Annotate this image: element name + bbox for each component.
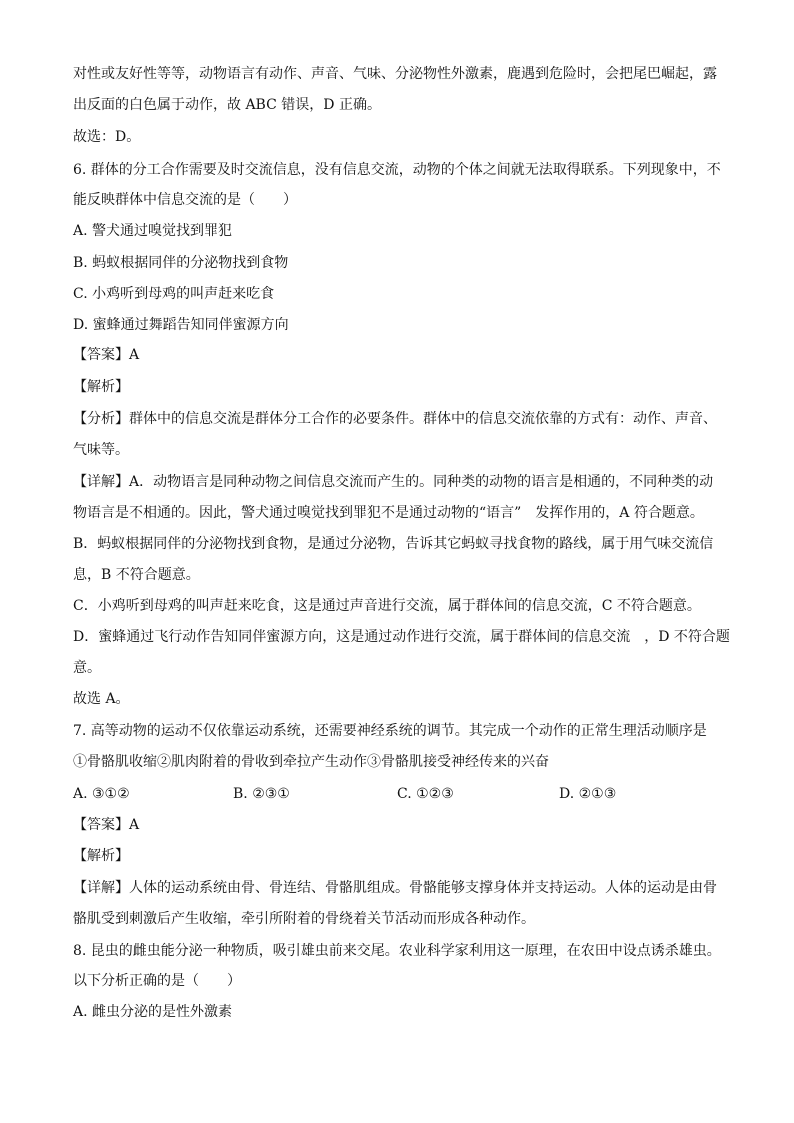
detail-text: 骼肌受到刺激后产生收缩，牵引所附着的骨绕着关节活动而形成各种动作。	[73, 911, 535, 927]
detail-text: C．小鸡听到母鸡的叫声赶来吃食，这是通过声音进行交流，属于群体间的信息交流，C 不符合题意。	[73, 598, 701, 614]
conclusion-text: 故选 A。	[73, 691, 130, 707]
analysis-text: 气味等。	[73, 442, 129, 458]
detail-text: 【详解】人体的运动系统由骨、骨连结、骨骼肌组成。骨骼能够支撑身体并支持运动。人体的运动是由骨	[73, 880, 717, 896]
answer-label: 【答案】A	[73, 817, 140, 833]
detail-text: 【详解】A．动物语言是同种动物之间信息交流而产生的。同种类的动物的语言是相通的，不同种类的动	[73, 474, 714, 490]
q7-option-c: C. ①②③	[397, 786, 454, 802]
detail-text: D．蜜蜂通过飞行动作告知同伴蜜源方向，这是通过动作进行交流，属于群体间的信息交流 ，D 不符合题	[73, 629, 730, 645]
text-line: 出反面的白色属于动作，故 ABC 错误，D 正确。	[73, 97, 381, 113]
question-7-stem: 7. 高等动物的运动不仅依靠运动系统，还需要神经系统的调节。其完成一个动作的正常生理活动顺序是	[73, 723, 707, 739]
detail-text: 息，B 不符合题意。	[73, 567, 200, 583]
analysis-label: 【解析】	[73, 848, 129, 864]
text-line: 对性或友好性等等，动物语言有动作、声音、气味、分泌物性外激素，鹿遇到危险时，会把尾巴崛起，露	[73, 66, 717, 82]
answer-label: 【答案】A	[73, 347, 140, 363]
question-8-stem: 以下分析正确的是（ ）	[73, 973, 241, 989]
analysis-text: 【分析】群体中的信息交流是群体分工合作的必要条件。群体中的信息交流依靠的方式有：动作、声音、	[73, 411, 717, 427]
option-a: A. 警犬通过嗅觉找到罪犯	[73, 223, 233, 239]
question-6-stem: 能反映群体中信息交流的是（ ）	[73, 192, 297, 208]
question-7-options	[73, 784, 723, 804]
q7-option-a: A. ③①②	[73, 786, 130, 802]
q7-option-b: B. ②③①	[233, 786, 290, 802]
detail-text: B．蚂蚁根据同伴的分泌物找到食物，是通过分泌物，告诉其它蚂蚁寻找食物的路线，属于用气味交流信	[73, 536, 714, 552]
option-d: D. 蜜蜂通过舞蹈告知同伴蜜源方向	[73, 317, 289, 333]
option-a: A. 雌虫分泌的是性外激素	[73, 1004, 233, 1020]
text-line: 故选：D。	[73, 129, 141, 145]
question-8-stem: 8. 昆虫的雌虫能分泌一种物质，吸引雄虫前来交尾。农业科学家利用这一原理，在农田中设点诱杀雄虫。	[73, 943, 721, 959]
option-c: C. 小鸡听到母鸡的叫声赶来吃食	[73, 286, 275, 302]
analysis-label: 【解析】	[73, 379, 129, 395]
question-6-stem: 6. 群体的分工合作需要及时交流信息，没有信息交流，动物的个体之间就无法取得联系。下列现象中，不	[73, 162, 721, 178]
q7-option-d: D. ②①③	[559, 786, 617, 802]
detail-text: 物语言是不相通的。因此，警犬通过嗅觉找到罪犯不是通过动物的“语言” 发挥作用的，A 符合题意。	[73, 505, 704, 521]
question-7-steps: ①骨骼肌收缩②肌肉附着的骨收到牵拉产生动作③骨骼肌接受神经传来的兴奋	[73, 754, 549, 770]
detail-text: 意。	[73, 660, 101, 676]
option-b: B. 蚂蚁根据同伴的分泌物找到食物	[73, 255, 289, 271]
